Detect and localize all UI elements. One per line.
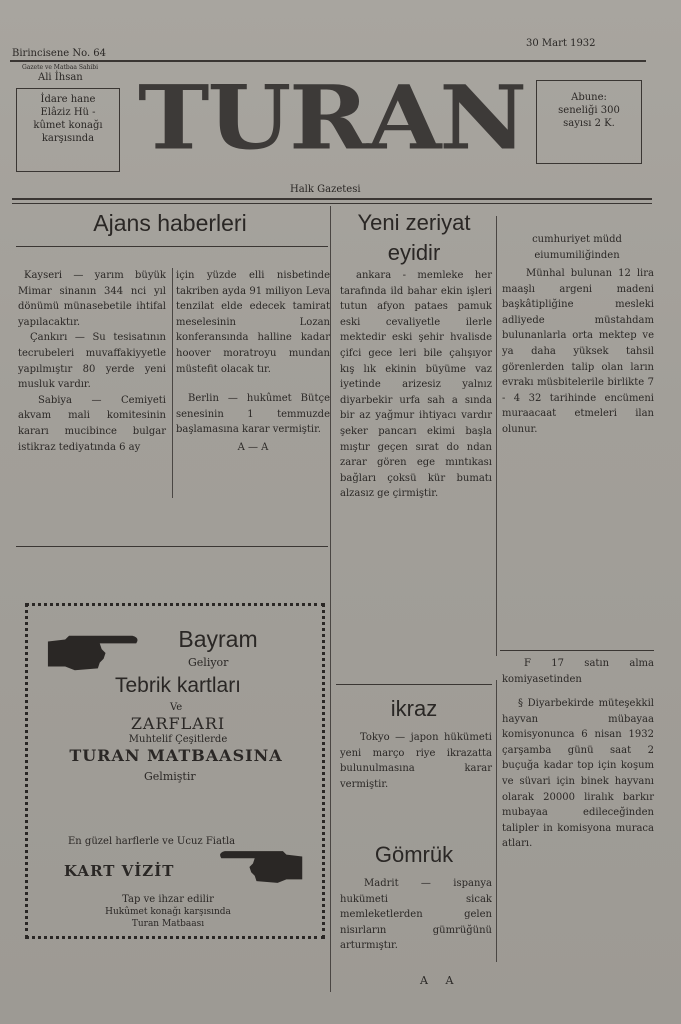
news-item: için yüzde elli nisbetinde takriben ayda 91 miliyon Leva tenzilat elde edecek tamirat meselesinin Lozan konferansında halline kadar hoover moratroyu mundan müstefit olacak tır.: [176, 270, 330, 375]
news-item: Berlin — hukûmet Bütçe senesinin 1 temmuzde başlamasına karar vermiştir.: [176, 393, 330, 436]
column-divider: [172, 268, 173, 498]
advert-line-5: ZARFLARI: [130, 714, 226, 733]
section-rule: [500, 650, 654, 651]
ikraz-text: Tokyo — japon hükümeti yeni março riye ikrazatta bulunulmasına karar vermiştir.: [340, 732, 492, 790]
column-divider: [496, 680, 497, 962]
address-line: Elâziz Hü -: [40, 107, 96, 118]
gumruk-text: Madrit — ispanya hukümeti sicak memleketlerden gelen nisırların gümrüğünü arturmıştır.: [340, 878, 492, 952]
news-sign: A — A: [237, 441, 269, 453]
section-rule: [16, 546, 328, 547]
subscription-line: sayısı 2 K.: [563, 118, 615, 129]
ajans-title: Ajans haberleri: [93, 210, 247, 236]
ajans-column-2: [176, 268, 330, 456]
pointing-hand-icon: [216, 848, 304, 886]
section-rule: [16, 246, 328, 247]
news-item: Çankırı — Su tesisatının tecrubeleri muvaffakiyyetle yapılmıştır 80 yerde yeni musluk vardır.: [18, 332, 166, 391]
pointing-hand-icon: [46, 632, 142, 674]
subscription-line: Abune:: [571, 92, 607, 103]
zeriyat-text: ankara - memleke her tarafında ild bahar ekin işleri tutun afyon pataes pamuk eski cevaliyetle ilerle mektedir eski şehir hvalisde çifci gece leri bile çalışıyor kış lık ekinin büyüme vaz iyetinde arizesiz yalnız diyarbekir urfa sah a sında bir az yağmur ihtiyacı vardır şeker pancarı ekimi başla mıştır geçen sırat do ndan zarar gören ege mıntıkası bağları çoksü kür bumatı alzasız ge çirmiştir.: [340, 270, 492, 500]
header-rule: [10, 60, 646, 62]
address-line: karşısında: [41, 133, 95, 144]
news-item: Kayseri — yarım büyük Mimar sinanın 344 nci yıl dönümü münasebetile ihtifal yapılacaktır.: [18, 270, 166, 328]
masthead-title: TURAN: [138, 65, 526, 170]
subtitle: Halk Gazetesi: [290, 184, 361, 195]
masthead-rule-thin: [12, 203, 652, 204]
address-line: İdare hane: [40, 94, 96, 105]
col4-bottom-notice: § Diyarbekirde müteşekkil hayvan mübayaa komisyonunca 6 nisan 1932 çarşamba günü saat 2 buçuğa kadar top için koşum ve süvari için binek hayvanı olarak 20000 liralık barkır mubayaa edileceğinden talipler in komisyona muraca atları.: [502, 698, 654, 850]
advert-line-13: Turan Matbaası: [131, 919, 205, 929]
gumruk-sign: A A: [420, 974, 454, 987]
advert-line-1: Bayram: [178, 626, 258, 652]
owner-name: Ali İhsan: [38, 72, 83, 83]
news-item: Sabiya — Cemiyeti akvam mali komitesinin kararı mucibince bulgar istikraz tediyatında 6 ay: [18, 394, 166, 453]
advert-line-4: Ve: [170, 702, 183, 713]
advert-line-11: Tap ve ihzar edilir: [122, 894, 214, 905]
advert-line-2: Geliyor: [188, 656, 229, 669]
advert-line-6: Muhtelif Çeşitlerde: [128, 734, 228, 745]
owner-label: Gazete ve Matbaa Sahibi: [22, 64, 99, 71]
col4-notice: Münhal bulunan 12 lira maaşlı argeni madeni başkâtipliğine mesleki adliyede müstahdam bulunanlarla orta mektep ve ya daha yüksek tahsil görenlerden talip olan ların evrakı müsbitelerile birlikte 7 - 4 32 tarihinde encümeni muraacaat etmeleri ilan olunur.: [502, 268, 654, 435]
issue-line: Birincisene No. 64: [12, 48, 107, 59]
issue-date: 30 Mart 1932: [526, 38, 596, 49]
address-line: kûmet konağı: [33, 120, 103, 131]
advert-line-9: En güzel harflerle ve Ucuz Fiatla: [68, 836, 236, 847]
zeriyat-title: Yeni zeriyat eyidir: [357, 210, 471, 265]
column-divider: [330, 206, 331, 992]
gumruk-title: Gömrük: [374, 842, 454, 867]
advert-line-8: Gelmiştir: [144, 770, 196, 783]
advert-line-7: TURAN MATBAASINA: [69, 746, 283, 765]
subscription-line: seneliği 300: [558, 105, 620, 116]
subscription-box: [536, 80, 642, 164]
advert-line-3: Tebrik kartları: [114, 674, 242, 697]
ajans-column-1: [18, 268, 166, 455]
advert-line-10: KART VİZİT: [64, 862, 175, 880]
masthead-rule: [12, 198, 652, 200]
column-divider: [496, 216, 497, 656]
section-rule: [336, 684, 492, 685]
ikraz-title: ikraz: [390, 696, 438, 721]
address-box: [16, 88, 120, 172]
col4-heading: cumhuriyet müdd eiumumiliğinden: [532, 234, 622, 261]
advert-line-12: Hukûmet konağı karşısında: [105, 907, 231, 917]
advert-box: [25, 603, 325, 939]
col4-bottom-heading: F 17 satın alma komiyasetinden: [502, 658, 654, 685]
